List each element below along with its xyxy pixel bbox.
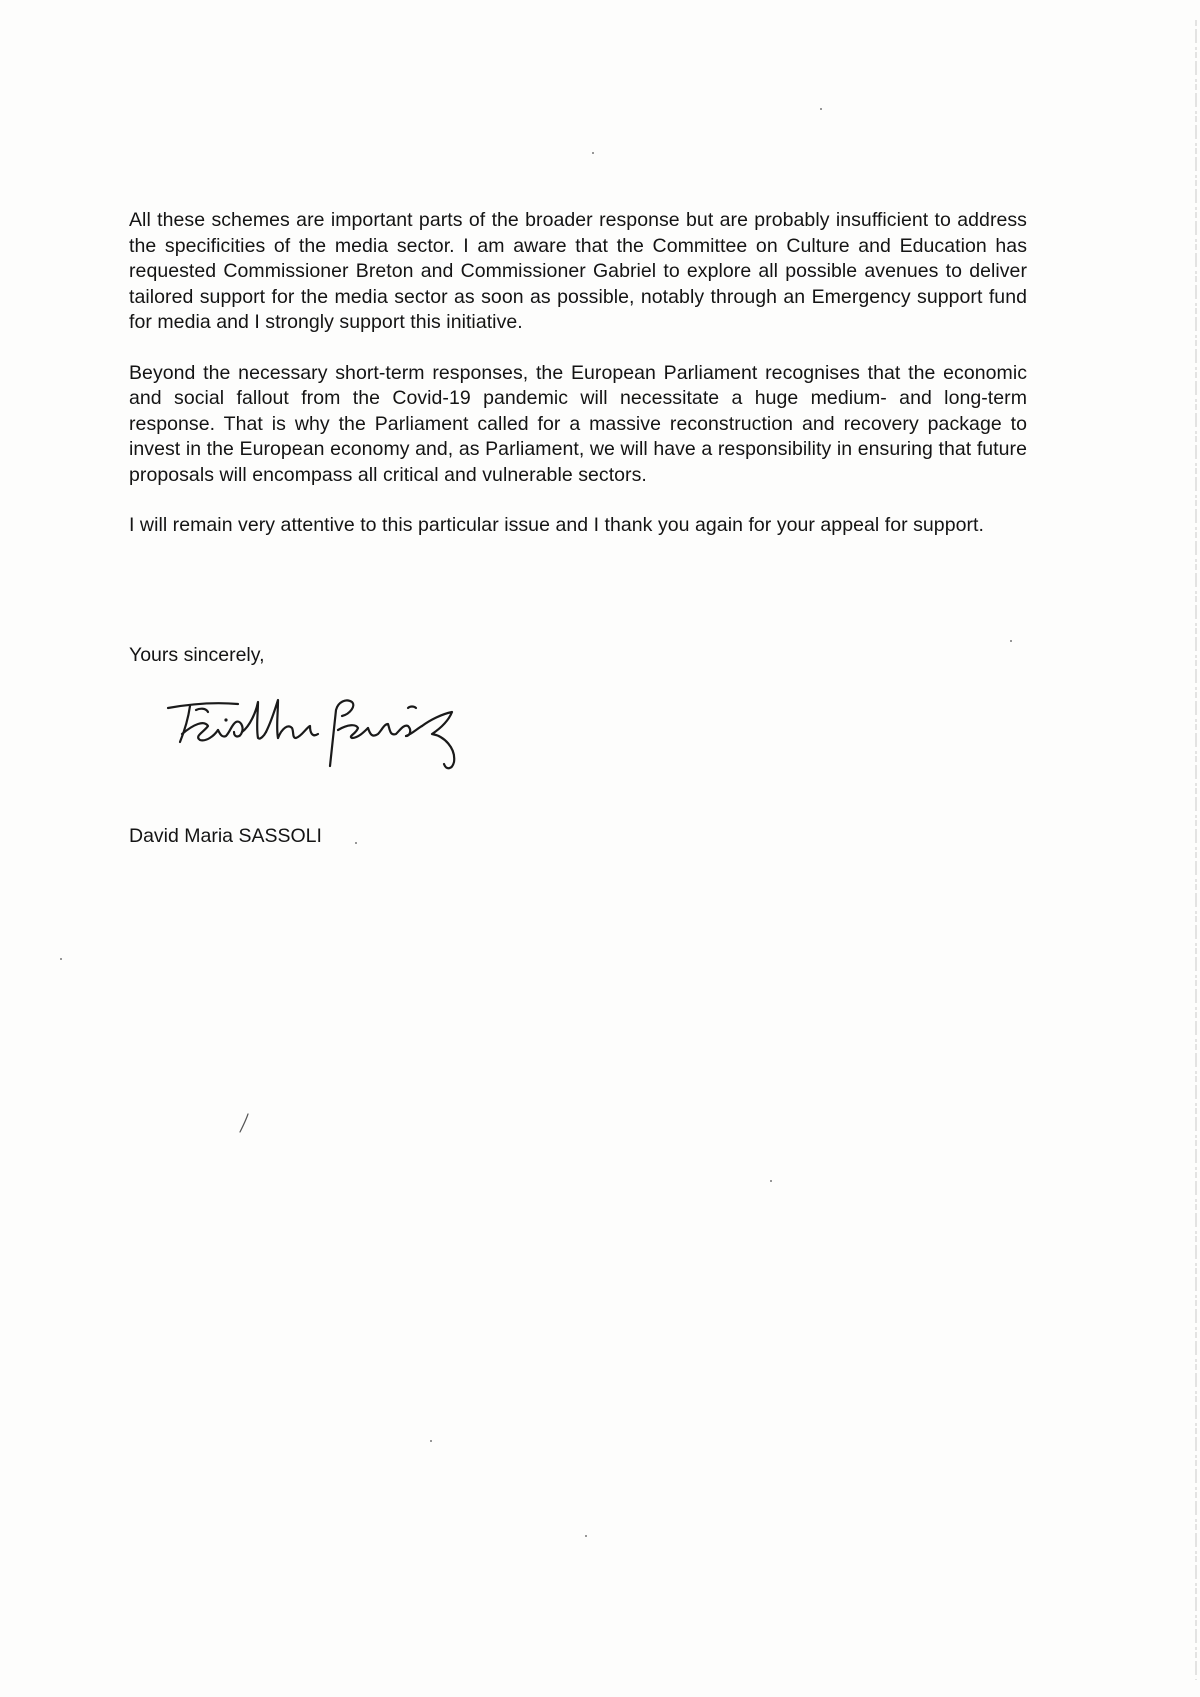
scan-speck [585,1535,587,1537]
scan-speck [592,152,594,154]
paragraph-recovery: Beyond the necessary short-term responses, the European Parliament recognises that the economic and social fallout from the Covid-19 pandemic will necessitate a huge medium- and long-term response. That is why the Parliament called for a massive reconstruction and recovery package to invest in the European economy and, as Parliament, we will have a responsibility in ensuring that future proposals will encompass all critical and vulnerable sectors. [129,361,1027,486]
scan-speck [770,1180,772,1182]
scan-speck [430,1440,432,1442]
scan-speck [820,108,822,110]
scan-speck [355,842,357,844]
letter-body [129,208,1027,564]
page-edge-line [1195,20,1197,1680]
pen-mark [238,1112,250,1134]
handwritten-signature [160,690,490,795]
signatory-name: David Maria SASSOLI [129,825,322,847]
closing-line: Yours sincerely, [129,644,265,666]
paragraph-thanks: I will remain very attentive to this particular issue and I thank you again for your appeal for support. [129,514,984,536]
paragraph-schemes: All these schemes are important parts of the broader response but are probably insufficient to address the specificities of the media sector. I am aware that the Committee on Culture and Education has requested Commissioner Breton and Commissioner Gabriel to explore all possible avenues to deliver tailored support for the media sector as soon as possible, notably through an Emergency support fund for media and I strongly support this initiative. [129,209,1027,333]
scan-speck [1010,640,1012,642]
scan-speck [60,958,62,960]
